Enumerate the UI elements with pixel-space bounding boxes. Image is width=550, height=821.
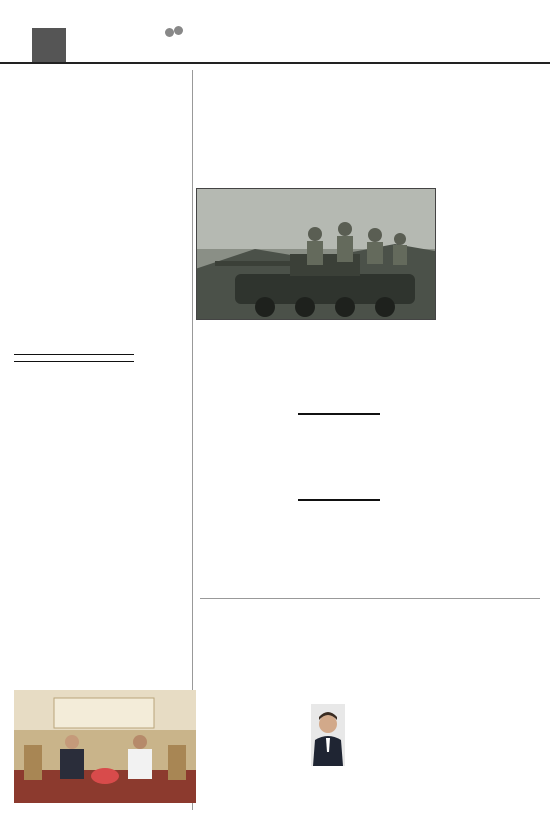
- lead-quote-box: [298, 413, 380, 501]
- macron-portrait: [311, 704, 345, 766]
- side-body-col-1: [100, 152, 188, 682]
- soldiers-on-tank-image: [196, 189, 435, 320]
- lead-quote-text: [298, 415, 380, 419]
- bottom-body-col-2: [374, 666, 454, 806]
- side-body-col-3: [14, 398, 94, 682]
- masthead: [0, 0, 550, 64]
- lead-body-col-2: [196, 334, 292, 596]
- side-pull-quote: [14, 354, 134, 362]
- mug-box: [283, 704, 345, 796]
- side-photo: [14, 690, 196, 803]
- portrait-image: [311, 704, 345, 766]
- lead-body-col-3: [298, 334, 380, 408]
- section-divider: [200, 598, 540, 599]
- bottom-body-col-1: [460, 666, 540, 806]
- bottom-body-col-3: [288, 666, 368, 702]
- speech-bubbles-icon: [165, 26, 185, 40]
- diplomatic-meeting-image: [14, 690, 196, 803]
- lead-body-col-5: [386, 334, 442, 596]
- lead-photo: [196, 188, 436, 320]
- section-number: [32, 28, 66, 62]
- bottom-body-col-4: [202, 666, 282, 806]
- side-body-col-2: [14, 152, 94, 350]
- lead-body-col-4: [298, 506, 380, 596]
